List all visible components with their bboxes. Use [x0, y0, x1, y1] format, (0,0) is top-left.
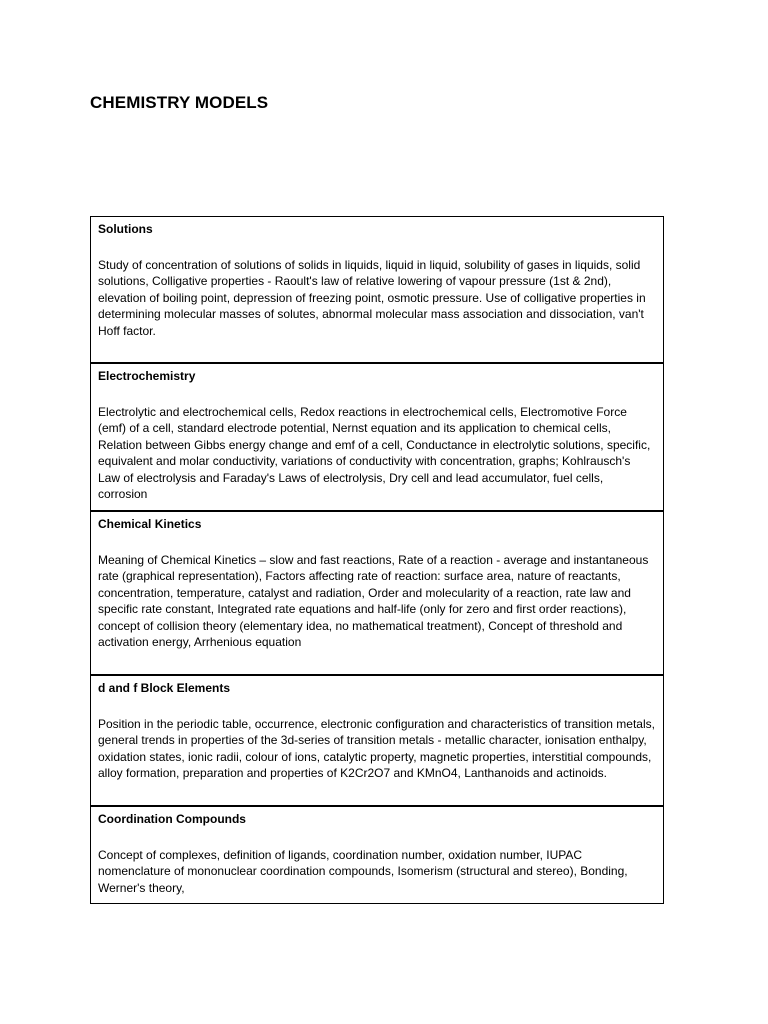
- topic-heading: Solutions: [98, 222, 153, 236]
- topics-table: [90, 216, 664, 904]
- table-row: [91, 217, 664, 364]
- page-title: CHEMISTRY MODELS: [90, 93, 269, 112]
- topic-description: Electrolytic and electrochemical cells, Redox reactions in electrochemical cells, Electromotive Force (emf) of a cell, standard electrode potential, Nernst equation and its application to chemical cells, Relation between Gibbs energy change and emf of a cell, Conductance in electrolytic solutions, specific, equivalent and molar conductivity, variations of conductivity with concentration, graphs; Kohlrausch's Law of electrolysis and Faraday's Laws of electrolysis, Dry cell and lead accumulator, fuel cells, corrosion: [98, 405, 651, 502]
- table-row: [91, 363, 664, 511]
- topic-description: Meaning of Chemical Kinetics – slow and fast reactions, Rate of a reaction - average and instantaneous rate (graphical representation), Factors affecting rate of reaction: surface area, nature of reactants, concentration, temperature, catalyst and radiation, Order and molecularity of a reaction, rate law and specific rate constant, Integrated rate equations and half-life (only for zero and first order reactions), concept of collision theory (elementary idea, no mathematical treatment), Concept of threshold and activation energy, Arrhenious equation: [98, 553, 649, 650]
- table-row: [91, 511, 664, 675]
- topic-heading: Coordination Compounds: [98, 812, 246, 826]
- topic-description: Study of concentration of solutions of solids in liquids, liquid in liquid, solubility of gases in liquids, solid solutions, Colligative properties - Raoult's law of relative lowering of vapour pressure (1st & 2nd), elevation of boiling point, depression of freezing point, osmotic pressure. Use of colligative properties in determining molecular masses of solutes, abnormal molecular mass association and dissociation, van't Hoff factor.: [98, 258, 646, 338]
- table-row: [91, 675, 664, 806]
- topic-cell-chemical-kinetics: [91, 511, 664, 675]
- topic-description: Position in the periodic table, occurrence, electronic configuration and characteristics of transition metals, general trends in properties of the 3d-series of transition metals - metallic character, ionisation enthalpy, oxidation states, ionic radii, colour of ions, catalytic property, magnetic properties, interstitial compounds, alloy formation, preparation and properties of K2Cr2O7 and KMnO4, Lanthanoids and actinoids.: [98, 717, 655, 781]
- topic-cell-coordination-compounds: [91, 806, 664, 904]
- topic-cell-d-f-block: [91, 675, 664, 806]
- table-row: [91, 806, 664, 904]
- topic-heading: Chemical Kinetics: [98, 517, 202, 531]
- topic-description: Concept of complexes, definition of ligands, coordination number, oxidation number, IUPAC nomenclature of mononuclear coordination compounds, Isomerism (structural and stereo), Bonding, Werner's theory,: [98, 848, 628, 895]
- topic-cell-solutions: [91, 217, 664, 364]
- topic-cell-electrochemistry: [91, 363, 664, 511]
- topic-heading: d and f Block Elements: [98, 681, 231, 695]
- topic-heading: Electrochemistry: [98, 369, 196, 383]
